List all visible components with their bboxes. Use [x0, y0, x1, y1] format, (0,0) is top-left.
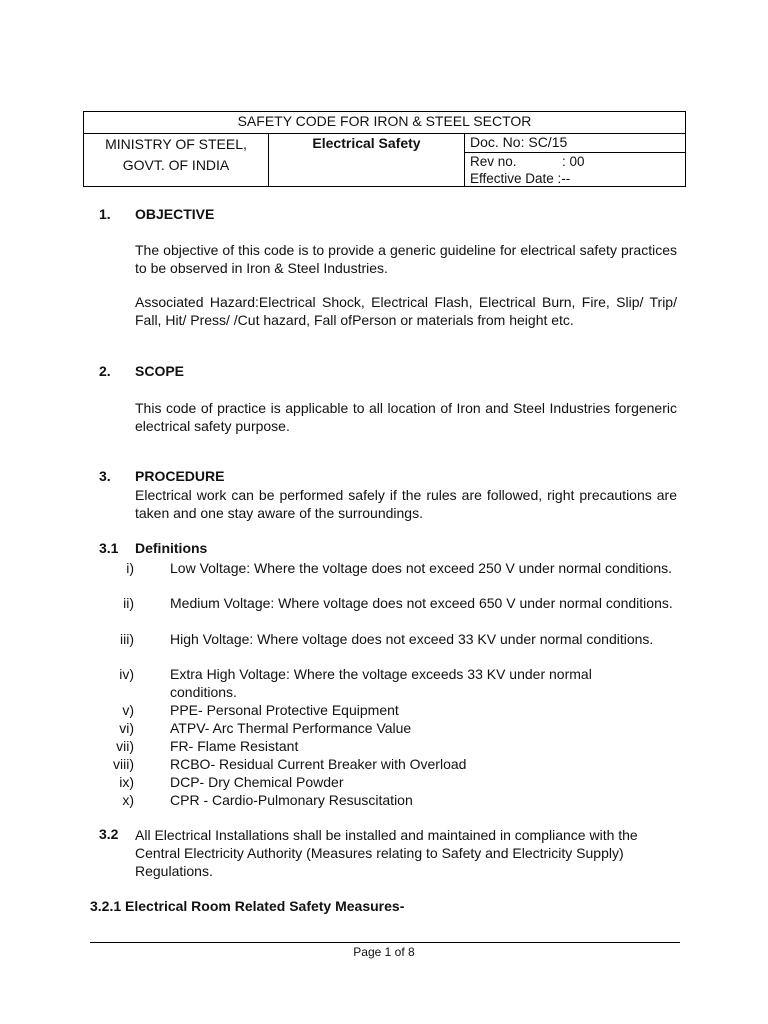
procedure-paragraph: Electrical work can be performed safely if the rules are followed, right precautions are taken and one stay aware of the surroundings.	[135, 487, 677, 521]
definition-number: i)	[126, 560, 134, 576]
effective-date: Effective Date :--	[470, 171, 571, 186]
definition-text: High Voltage: Where voltage does not exceed 33 KV under normal conditions.	[170, 631, 654, 647]
subject-cell	[269, 133, 465, 186]
definition-number: ii)	[123, 595, 134, 611]
doc-number: Doc. No: SC/15	[465, 133, 685, 153]
definition-number: viii)	[113, 756, 134, 772]
ministry-line-2: GOVT. OF INDIA	[122, 157, 230, 173]
definition-number: iii)	[120, 631, 134, 647]
definition-text: Extra High Voltage: Where the voltage exceeds 33 KV under normal conditions.	[170, 666, 592, 700]
installations-paragraph: All Electrical Installations shall be installed and maintained in compliance with the Central Electricity Authority (Measures relating to Safety and Electricity Supply) Regulations.	[135, 827, 638, 879]
definition-text: PPE- Personal Protective Equipment	[170, 702, 399, 718]
ministry-cell	[84, 133, 269, 186]
definition-text: Low Voltage: Where the voltage does not exceed 250 V under normal conditions.	[170, 560, 672, 576]
revision-label: Rev no.	[470, 154, 517, 169]
definition-number: vii)	[116, 738, 134, 754]
scope-heading: SCOPE	[135, 363, 185, 379]
page-number: Page 1 of 8	[353, 945, 415, 959]
definition-number: v)	[122, 702, 134, 718]
scope-paragraph: This code of practice is applicable to all location of Iron and Steel Industries forgeneric electrical safety purpose.	[135, 400, 677, 434]
revision-value: : 00	[562, 154, 585, 169]
definition-text: RCBO- Residual Current Breaker with Overload	[170, 756, 467, 772]
objective-paragraph-2: Associated Hazard:Electrical Shock, Electrical Flash, Electrical Burn, Fire, Slip/ Trip/ Fall, Hit/ Press/ /Cut hazard, Fall ofPerson or materials from height etc.	[135, 294, 677, 328]
definitions-number: 3.1	[99, 540, 119, 556]
objective-number: 1.	[99, 206, 111, 222]
electrical-room-heading: 3.2.1 Electrical Room Related Safety Measures-	[90, 898, 405, 914]
definition-text: DCP- Dry Chemical Powder	[170, 774, 344, 790]
subject-title: Electrical Safety	[312, 135, 421, 151]
header-title: SAFETY CODE FOR IRON & STEEL SECTOR	[84, 112, 685, 134]
objective-paragraph-1: The objective of this code is to provide a generic guideline for electrical safety practices to be observed in Iron & Steel Industries.	[135, 242, 677, 276]
procedure-heading: PROCEDURE	[135, 468, 225, 484]
definition-number: iv)	[119, 666, 134, 682]
installations-number: 3.2	[99, 826, 119, 842]
doc-revision-block	[470, 153, 685, 187]
definition-number: vi)	[119, 720, 134, 736]
definition-text: Medium Voltage: Where voltage does not exceed 650 V under normal conditions.	[170, 595, 673, 611]
objective-heading: OBJECTIVE	[135, 206, 215, 222]
definition-number: x)	[122, 792, 134, 808]
doc-info-cell	[465, 133, 685, 186]
definition-text: FR- Flame Resistant	[170, 738, 299, 754]
definitions-heading: Definitions	[135, 540, 208, 556]
document-header-table	[83, 111, 686, 187]
definition-text: ATPV- Arc Thermal Performance Value	[170, 720, 412, 736]
revision-row	[470, 153, 685, 170]
scope-number: 2.	[99, 363, 111, 379]
ministry-line-1: MINISTRY OF STEEL,	[105, 136, 247, 152]
definition-number: ix)	[119, 774, 134, 790]
definition-text: CPR - Cardio-Pulmonary Resuscitation	[170, 792, 413, 808]
footer-divider	[90, 942, 680, 943]
procedure-number: 3.	[99, 468, 111, 484]
